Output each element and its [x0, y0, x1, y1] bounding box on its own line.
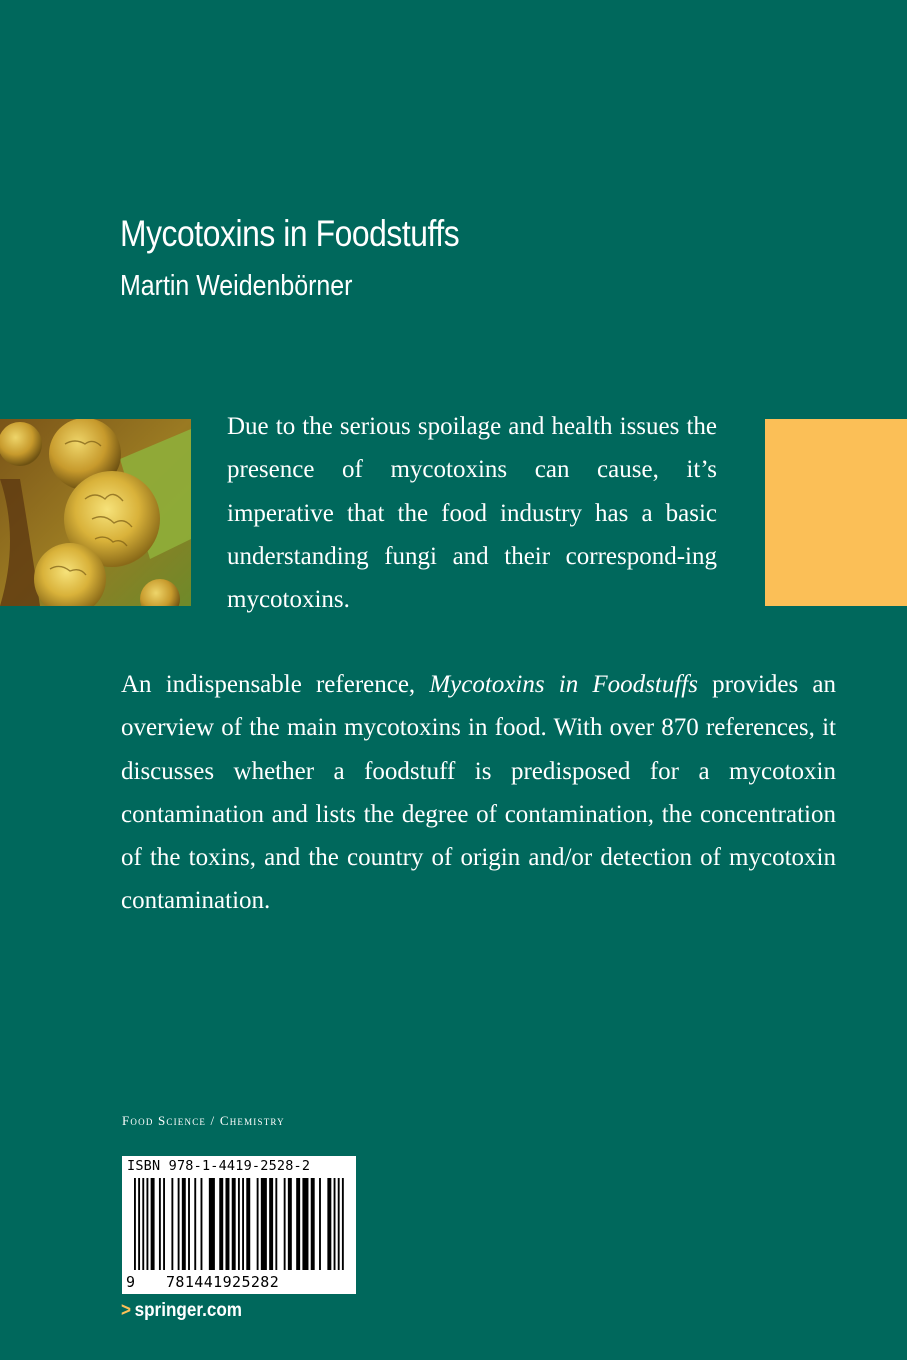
barcode-bar	[159, 1178, 161, 1270]
barcode-bar	[151, 1178, 155, 1270]
book-author: Martin Weidenbörner	[120, 270, 353, 302]
publisher-website-text: springer.com	[134, 1300, 242, 1321]
arrow-icon: >	[121, 1300, 131, 1321]
barcode-bar	[201, 1178, 203, 1270]
barcode-bar	[182, 1178, 186, 1270]
barcode-bar	[178, 1178, 180, 1270]
barcode-digits: 781441925282	[166, 1273, 280, 1291]
description-paragraph	[121, 663, 836, 923]
publisher-website-link[interactable]	[121, 1300, 242, 1322]
barcode-bar	[209, 1178, 215, 1270]
barcode-bar	[302, 1178, 308, 1270]
barcode-bars-image	[134, 1178, 346, 1274]
barcode-bar	[146, 1178, 148, 1270]
barcode-bar	[194, 1178, 196, 1270]
barcode-bar	[246, 1178, 250, 1270]
barcode-bar	[242, 1178, 244, 1270]
barcode-bar	[319, 1178, 321, 1270]
barcode-bar	[232, 1178, 236, 1270]
barcode-bar	[334, 1178, 336, 1270]
barcode-bar	[269, 1178, 273, 1270]
barcode-first-digit: 9	[126, 1273, 136, 1291]
description-rest: provides an overview of the main mycotoxins in food. With over 870 references, it discusses whether a foodstuff is predisposed for a mycotoxin contamination and lists the degree of contamination, the concentration of the toxins, and the country of origin and/or detection of mycotoxin contamination.	[121, 671, 836, 915]
barcode-bar	[261, 1178, 267, 1270]
barcode-bar	[188, 1178, 190, 1270]
accent-color-block	[765, 419, 907, 606]
barcode-bar	[219, 1178, 223, 1270]
description-lead: An indispensable reference,	[121, 671, 430, 698]
isbn-barcode	[122, 1156, 356, 1294]
barcode-bar	[138, 1178, 140, 1270]
barcode-bar	[225, 1178, 229, 1270]
barcode-bar	[238, 1178, 240, 1270]
barcode-bar	[134, 1178, 136, 1270]
subject-category: Food Science / Chemistry	[122, 1113, 285, 1128]
barcode-bar	[288, 1178, 292, 1270]
intro-paragraph: Due to the serious spoilage and health issues the presence of mycotoxins can cause, it’s imperative that the food industry has a basic understanding fungi and their correspond-ing mycotoxins.	[227, 413, 717, 614]
isbn-label: ISBN 978-1-4419-2528-2	[127, 1158, 311, 1174]
barcode-bar	[163, 1178, 165, 1270]
barcode-bar	[284, 1178, 286, 1270]
barcode-bar	[275, 1178, 277, 1270]
barcode-bar	[311, 1178, 315, 1270]
barcode-bar	[338, 1178, 340, 1270]
barcode-bar	[327, 1178, 331, 1270]
book-title: Mycotoxins in Foodstuffs	[120, 213, 460, 254]
fungi-micrograph-image	[0, 419, 191, 606]
barcode-bar	[257, 1178, 259, 1270]
barcode-bar	[296, 1178, 300, 1270]
description-italic-title: Mycotoxins in Foodstuffs	[429, 671, 698, 698]
barcode-bar	[142, 1178, 144, 1270]
barcode-bar	[171, 1178, 173, 1270]
barcode-bar	[342, 1178, 344, 1270]
